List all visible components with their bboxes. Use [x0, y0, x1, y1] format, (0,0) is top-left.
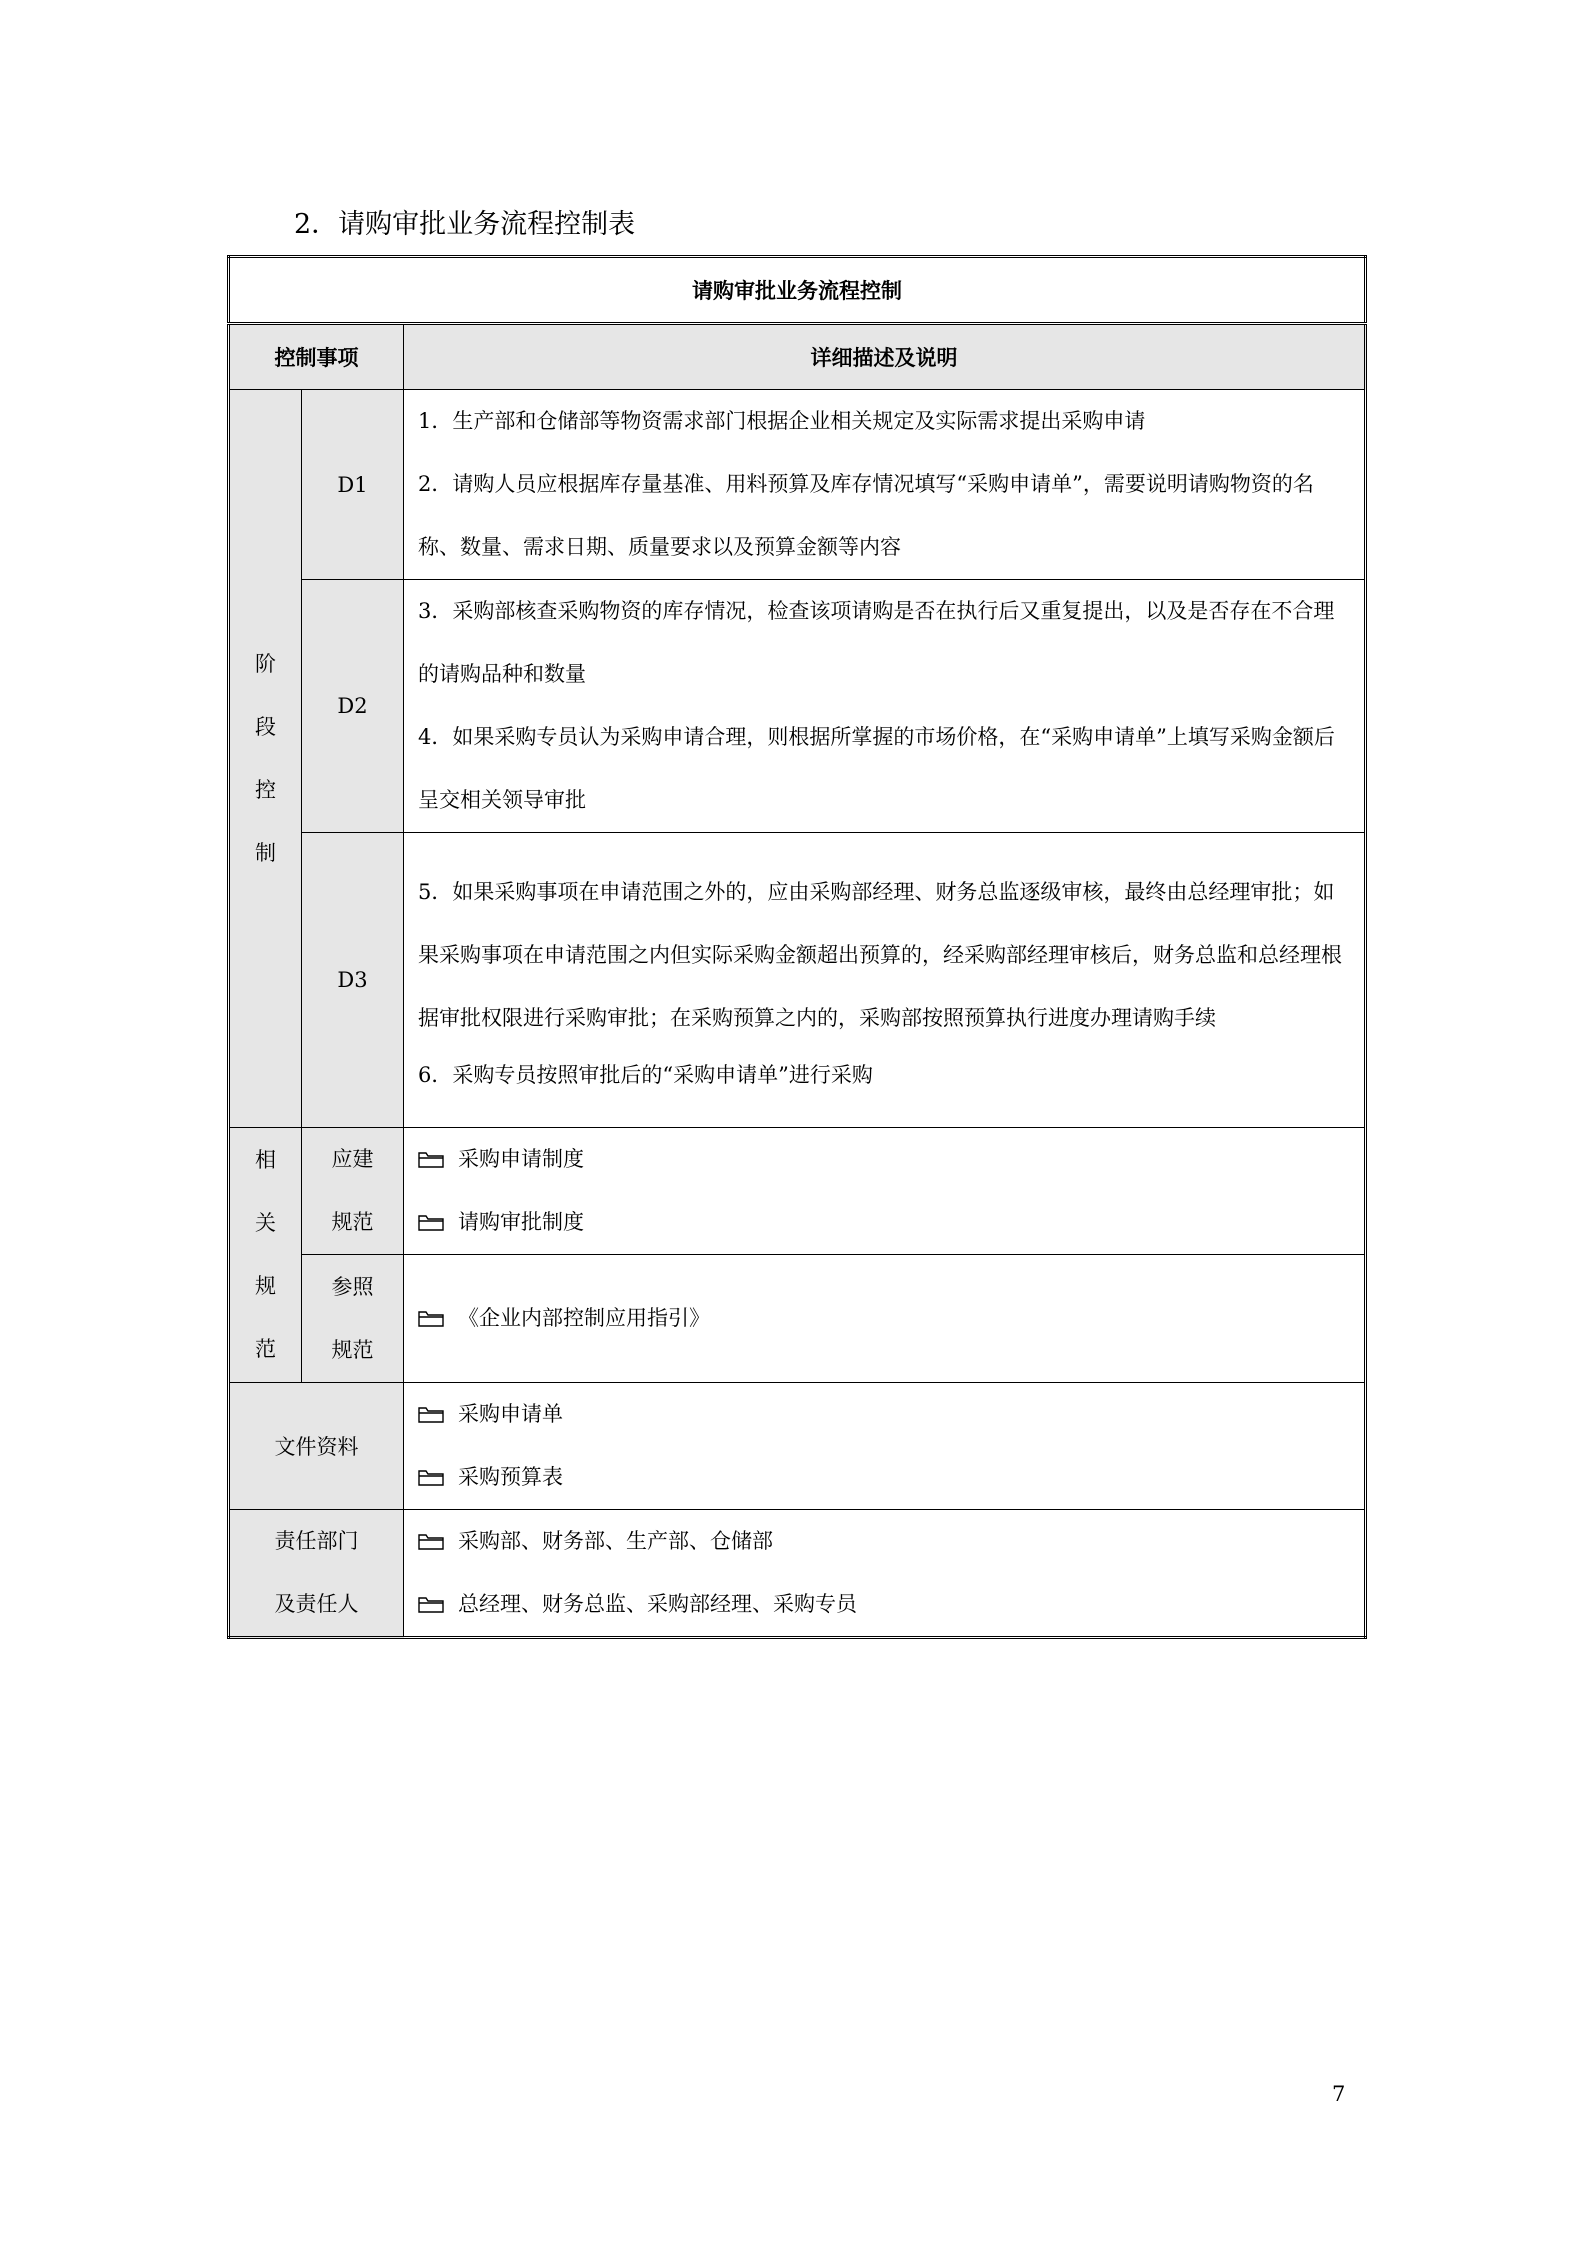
- documents-label: 文件资料: [229, 1383, 404, 1510]
- list-item: [418, 1191, 1364, 1254]
- list-item-text: 采购部、财务部、生产部、仓储部: [458, 1529, 773, 1553]
- label-char: 关: [255, 1211, 276, 1235]
- list-item: [418, 1510, 1364, 1573]
- description-line: 5．如果采购事项在申请范围之外的，应由采购部经理、财务总监逐级审核，最终由总经理审批；如果采购事项在申请范围之内但实际采购金额超出预算的，经采购部经理审核后，财务总监和总经理根据审批权限进行采购审批；在采购预算之内的，采购部按照预算执行进度办理请购手续: [418, 879, 1342, 1030]
- header-control-item: 控制事项: [229, 324, 404, 390]
- stage-row-d1: [229, 390, 1366, 580]
- label-char: 阶: [255, 651, 276, 676]
- list-item: [418, 1446, 1364, 1509]
- label-line: 责任部门: [274, 1529, 359, 1553]
- responsibility-list: [404, 1510, 1366, 1638]
- stage-code: D1: [302, 390, 404, 580]
- should-build-norms-label: [302, 1128, 404, 1255]
- folder-icon: [418, 1597, 444, 1613]
- responsibility-row: [229, 1510, 1366, 1638]
- table-header-row: [229, 324, 1366, 390]
- stage-code: D2: [302, 580, 404, 833]
- list-item: [418, 1287, 1364, 1350]
- reference-norms-list: [404, 1255, 1366, 1383]
- list-item-text: 采购申请制度: [458, 1147, 584, 1171]
- control-table: [227, 255, 1367, 1639]
- list-item-text: 总经理、财务总监、采购部经理、采购专员: [458, 1592, 857, 1616]
- folder-icon: [418, 1215, 444, 1231]
- label-char: 规: [255, 1274, 276, 1298]
- label-char: 制: [255, 840, 276, 865]
- label-char: 范: [255, 1337, 276, 1361]
- folder-icon: [418, 1407, 444, 1423]
- should-build-norms-list: [404, 1128, 1366, 1255]
- stage-row-d3: [229, 833, 1366, 1128]
- related-norms-label: [229, 1128, 302, 1383]
- stage-description: [404, 580, 1366, 833]
- norms-row-should-build: [229, 1128, 1366, 1255]
- list-item-text: 请购审批制度: [458, 1210, 584, 1234]
- list-item-text: 采购申请单: [458, 1402, 563, 1426]
- folder-icon: [418, 1152, 444, 1168]
- stage-description: [404, 833, 1366, 1128]
- reference-norms-label: [302, 1255, 404, 1383]
- page-number: 7: [1332, 2082, 1346, 2106]
- label-line: 参照: [331, 1274, 374, 1299]
- description-line: 4．如果采购专员认为采购申请合理，则根据所掌握的市场价格，在“采购申请单”上填写采购金额后呈交相关领导审批: [418, 725, 1335, 812]
- label-line: 规范: [331, 1337, 374, 1362]
- label-line: 及责任人: [274, 1592, 359, 1616]
- documents-list: [404, 1383, 1366, 1510]
- description-line: 6．采购专员按照审批后的“采购申请单”进行采购: [418, 1062, 873, 1087]
- label-line: 规范: [331, 1210, 374, 1234]
- label-char: 控: [255, 777, 276, 802]
- list-item-text: 《企业内部控制应用指引》: [458, 1306, 710, 1330]
- table-title-row: [229, 257, 1366, 324]
- list-item: [418, 1128, 1364, 1191]
- stage-row-d2: [229, 580, 1366, 833]
- label-char: 段: [255, 714, 276, 739]
- description-line: 2．请购人员应根据库存量基准、用料预算及库存情况填写“采购申请单”，需要说明请购物资的名称、数量、需求日期、质量要求以及预算金额等内容: [418, 472, 1314, 559]
- label-line: 应建: [331, 1147, 374, 1171]
- folder-icon: [418, 1311, 444, 1327]
- label-char: 相: [255, 1148, 276, 1172]
- folder-icon: [418, 1470, 444, 1486]
- description-line: 1．生产部和仓储部等物资需求部门根据企业相关规定及实际需求提出采购申请: [418, 409, 1146, 433]
- section-heading: 2．请购审批业务流程控制表: [294, 209, 636, 240]
- stage-control-label: [229, 390, 302, 1128]
- list-item: [418, 1573, 1364, 1636]
- header-description: 详细描述及说明: [404, 324, 1366, 390]
- list-item-text: 采购预算表: [458, 1465, 563, 1489]
- stage-code: D3: [302, 833, 404, 1128]
- list-item: [418, 1383, 1364, 1446]
- description-line: 3．采购部核查采购物资的库存情况，检查该项请购是否在执行后又重复提出，以及是否存在不合理的请购品种和数量: [418, 599, 1335, 686]
- folder-icon: [418, 1534, 444, 1550]
- table-title: 请购审批业务流程控制: [229, 257, 1366, 324]
- documents-row: [229, 1383, 1366, 1510]
- norms-row-reference: [229, 1255, 1366, 1383]
- responsibility-label: [229, 1510, 404, 1638]
- stage-description: [404, 390, 1366, 580]
